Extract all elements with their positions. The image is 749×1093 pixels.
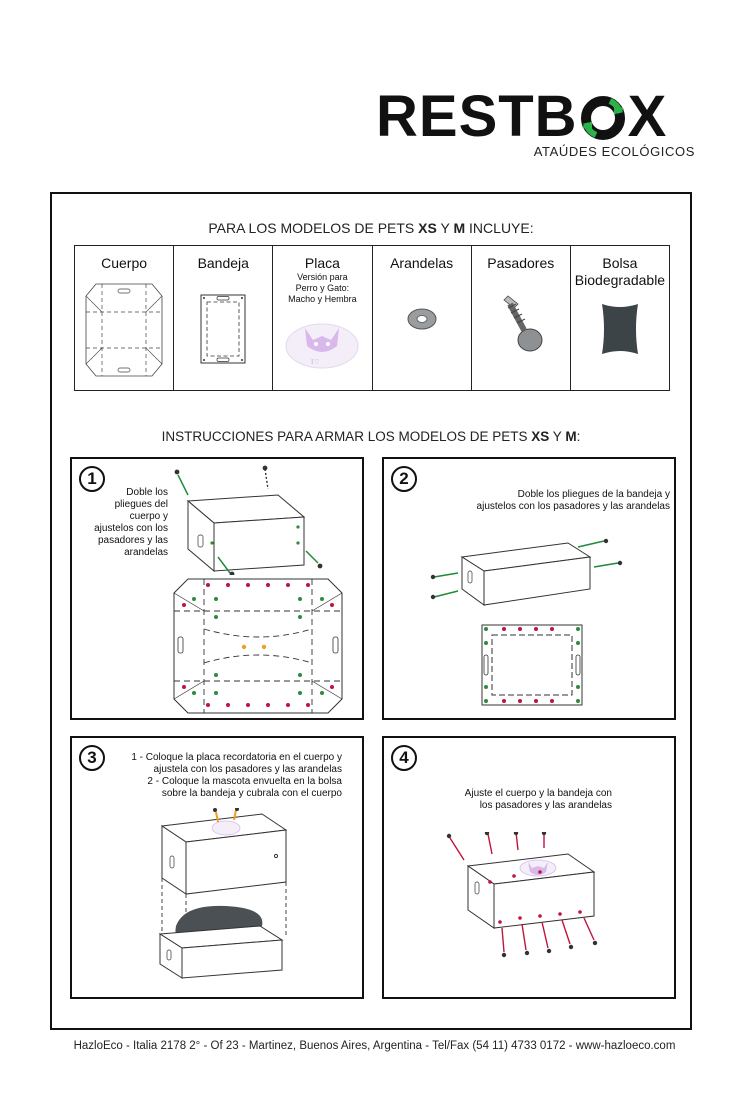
tray-template-icon	[200, 294, 246, 364]
instructions-model-b: M	[565, 429, 577, 444]
step-1-body-template-diagram	[172, 577, 344, 715]
step-4-closing-illustration	[444, 832, 620, 962]
instructions-model-a: XS	[531, 429, 550, 444]
part-bolsa	[571, 246, 669, 390]
part-arandelas	[373, 246, 472, 390]
includes-suffix: INCLUYE:	[469, 220, 534, 236]
biodegradable-bag-icon	[600, 302, 640, 356]
step-number: 4	[391, 745, 417, 771]
instructions-heading	[52, 429, 690, 444]
step-3	[70, 736, 364, 999]
step-3-pet-burial-illustration	[158, 808, 308, 994]
part-label: Bandeja	[197, 255, 249, 271]
pin-fastener-icon	[496, 294, 546, 358]
brand-name: RESTB	[376, 84, 578, 149]
part-sub-line-3: Macho y Hembra	[288, 294, 357, 304]
part-label: Cuerpo	[101, 255, 148, 271]
step-text: 1 - Coloque la placa recordatoria en el cuerpo y ajustela con los pasadores y las arandelas 2 - Coloque la mascota envuelta en la bolsa sobre la bandeja y cubrala con el cuerpo	[131, 752, 342, 799]
box-body-template-icon	[84, 282, 164, 378]
part-label: Placa	[304, 255, 340, 271]
step-number: 3	[79, 745, 105, 771]
part-label: Arandelas	[390, 255, 454, 271]
brand-logo	[376, 84, 698, 162]
brand-wordmark	[376, 84, 668, 149]
part-cuerpo	[75, 246, 174, 390]
includes-prefix: PARA LOS MODELOS DE PETS	[208, 220, 415, 236]
part-sub-line-1: Versión para	[297, 272, 348, 282]
brand-tagline: ATAÚDES ECOLÓGICOS	[533, 144, 695, 159]
instruction-sheet	[50, 192, 692, 1030]
step-number: 1	[79, 466, 105, 492]
includes-heading	[52, 220, 690, 236]
step-4	[382, 736, 676, 999]
step-text: Doble los pliegues de la bandeja y ajustelos con los pasadores y las arandelas	[476, 489, 670, 512]
step-text: Doble los pliegues del cuerpo y ajustelos con los pasadores y las arandelas	[94, 487, 168, 558]
step-2-tray-template-diagram	[480, 623, 584, 707]
step-1-box-assembly-illustration	[168, 465, 338, 575]
instructions-suffix: :	[576, 429, 581, 444]
svg-text:I♡: I♡	[311, 358, 321, 366]
step-2-tray-assembly-illustration	[428, 533, 628, 613]
includes-conj: Y	[440, 220, 450, 236]
step-text: Ajuste el cuerpo y la bandeja con los pasadores y las arandelas	[464, 788, 612, 811]
instructions-prefix: INSTRUCCIONES PARA ARMAR LOS MODELOS DE PETS	[161, 429, 528, 444]
footer-contact: HazloEco - Italia 2178 2° - Of 23 - Martinez, Buenos Aires, Argentina - Tel/Fax (54 11) 4733 0172 - www-hazloeco.com	[73, 1040, 676, 1052]
memorial-plaque-icon	[283, 314, 361, 372]
includes-model-a: XS	[418, 220, 437, 236]
step-1	[70, 457, 364, 720]
brand-name-end: X	[627, 84, 668, 149]
washer-icon	[405, 306, 439, 332]
part-bandeja	[174, 246, 273, 390]
part-placa	[273, 246, 372, 390]
step-number: 2	[391, 466, 417, 492]
step-2	[382, 457, 676, 720]
part-label: Bolsa Biodegradable	[574, 255, 666, 288]
parts-table	[74, 245, 670, 391]
part-label: Pasadores	[487, 255, 555, 271]
part-sub-line-2: Perro y Gato:	[295, 283, 350, 293]
includes-model-b: M	[453, 220, 466, 236]
instructions-conj: Y	[552, 429, 562, 444]
part-pasadores	[472, 246, 571, 390]
recycle-o-icon	[580, 93, 626, 139]
